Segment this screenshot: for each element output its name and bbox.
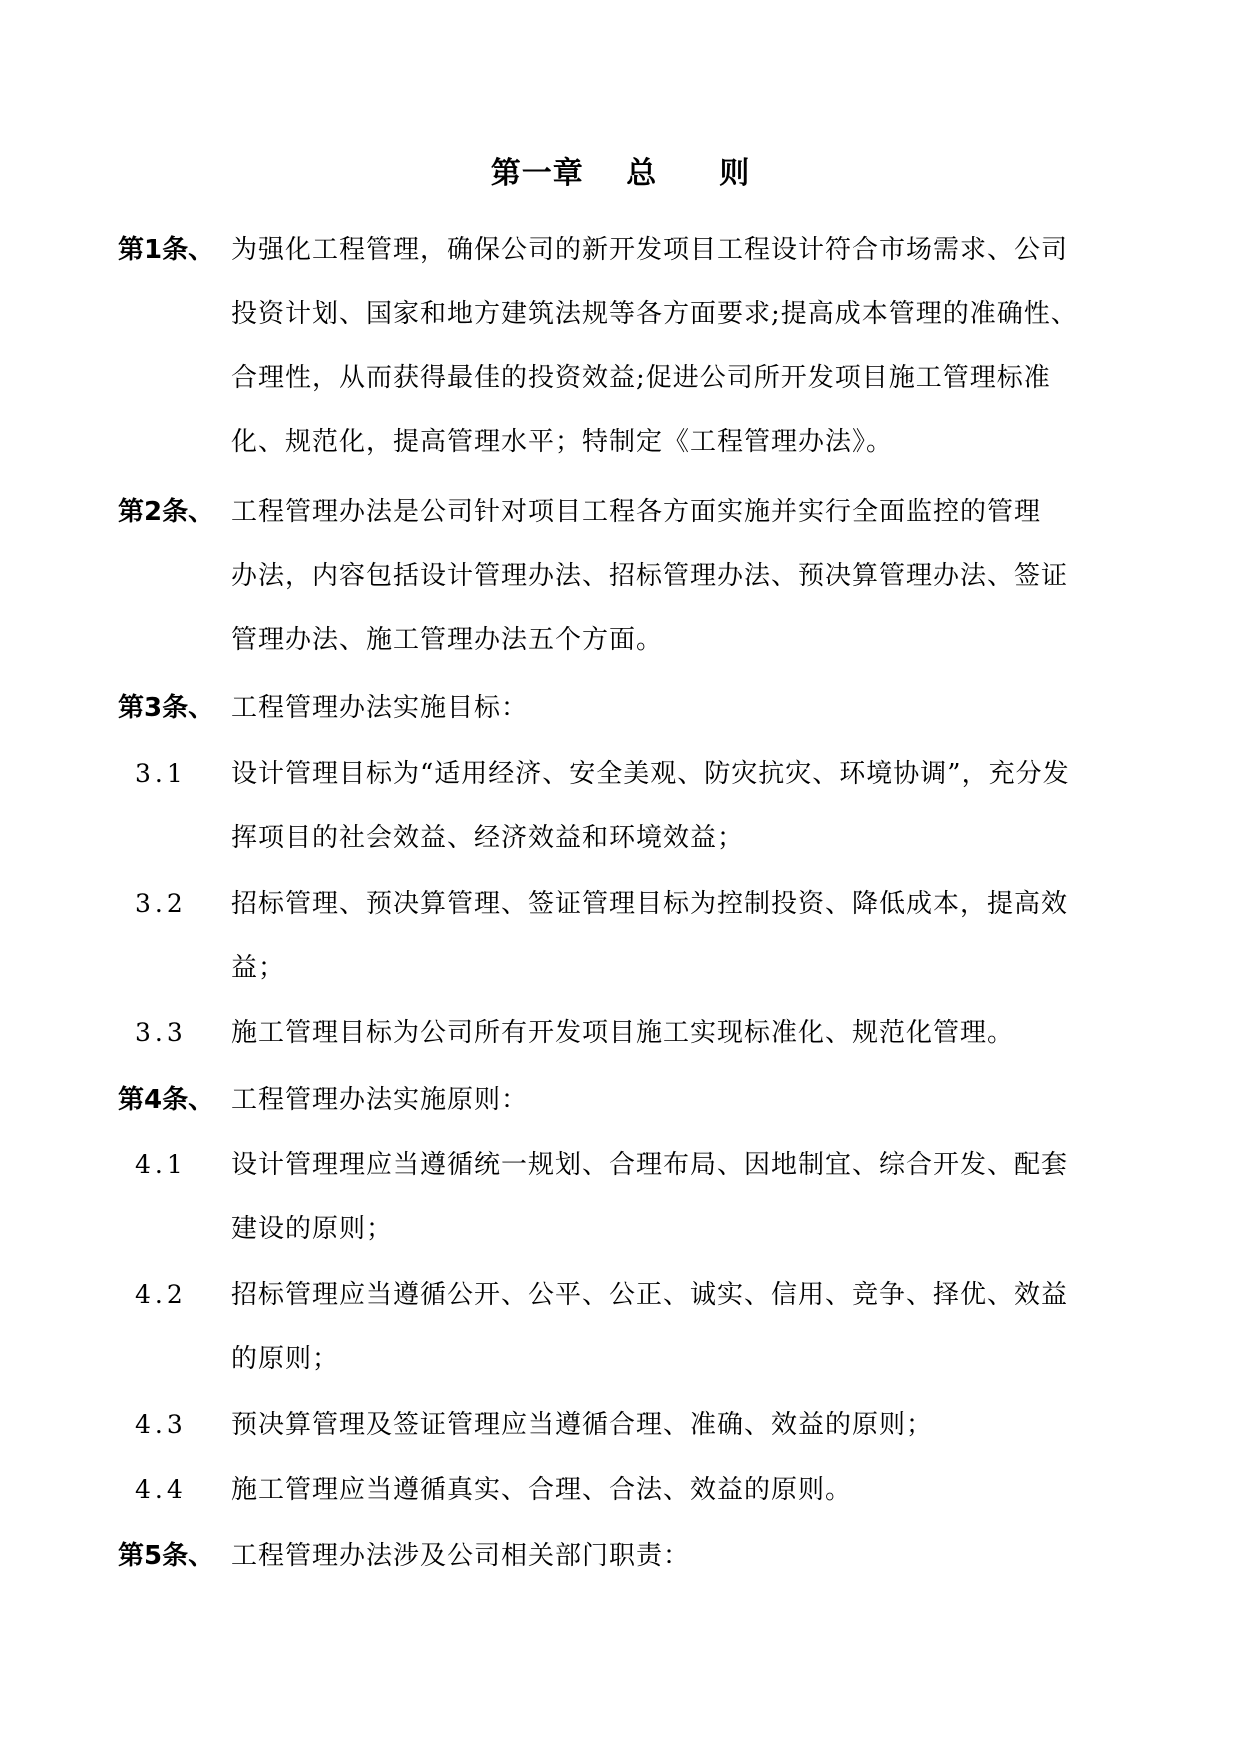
clause-text: [231, 1458, 1119, 1522]
clause-text: [231, 1393, 1119, 1457]
text-line: 工程管理办法涉及公司相关部门职责：: [231, 1541, 691, 1571]
text-line: 为强化工程管理，确保公司的新开发项目工程设计符合市场需求、公司: [231, 235, 1069, 265]
text-line: 设计管理理应当遵循统一规划、合理布局、因地制宜、综合开发、配套: [231, 1150, 1069, 1180]
text-line: 施工管理应当遵循真实、合理、合法、效益的原则。: [231, 1475, 853, 1505]
article-label: 第3条、: [118, 693, 215, 723]
text-line: 的原则；: [231, 1344, 340, 1374]
text-line: 工程管理办法实施原则：: [231, 1085, 529, 1115]
clause-text: [231, 1133, 1119, 1261]
clause-text: [231, 872, 1119, 1000]
text-line: 招标管理应当遵循公开、公平、公正、诚实、信用、竞争、择优、效益: [231, 1280, 1069, 1310]
text-line: 设计管理目标为“适用经济、安全美观、防灾抗灾、环境协调”，充分发: [231, 759, 1070, 789]
clause-number: 3.1: [135, 759, 187, 788]
clause-number: 3.3: [135, 1018, 187, 1047]
article-text: [231, 218, 1119, 474]
text-line: 工程管理办法是公司针对项目工程各方面实施并实行全面监控的管理: [231, 497, 1042, 527]
clause-number: 4.2: [135, 1280, 187, 1309]
article-label: 第5条、: [118, 1541, 215, 1571]
text-line: 预决算管理及签证管理应当遵循合理、准确、效益的原则；: [231, 1410, 934, 1440]
clause-text: [231, 1263, 1119, 1391]
article-text: [231, 480, 1119, 672]
clause-number: 4.1: [135, 1150, 187, 1179]
article-text: [231, 1068, 1119, 1132]
article-label: 第2条、: [118, 497, 215, 527]
text-line: 招标管理、预决算管理、签证管理目标为控制投资、降低成本，提高效: [231, 889, 1069, 919]
clause-number: 4.4: [135, 1475, 187, 1504]
text-line: 工程管理办法实施目标：: [231, 693, 529, 723]
text-line: 投资计划、国家和地方建筑法规等各方面要求;提高成本管理的准确性、: [231, 299, 1078, 329]
clause-text: [231, 1001, 1119, 1065]
text-line: 施工管理目标为公司所有开发项目施工实现标准化、规范化管理。: [231, 1018, 1015, 1048]
text-line: 合理性，从而获得最佳的投资效益;促进公司所开发项目施工管理标准: [231, 363, 1051, 393]
text-line: 管理办法、施工管理办法五个方面。: [231, 625, 664, 655]
article-label: 第4条、: [118, 1085, 215, 1115]
text-line: 化、规范化，提高管理水平；特制定《工程管理办法》。: [231, 427, 894, 457]
clause-text: [231, 742, 1119, 870]
clause-number: 4.3: [135, 1410, 187, 1439]
article-label: 第1条、: [118, 235, 215, 265]
clause-number: 3.2: [135, 889, 187, 918]
article-text: [231, 1524, 1119, 1588]
text-line: 办法，内容包括设计管理办法、招标管理办法、预决算管理办法、签证: [231, 561, 1069, 591]
text-line: 建设的原则；: [231, 1214, 394, 1244]
text-line: 益；: [231, 953, 286, 983]
text-line: 挥项目的社会效益、经济效益和环境效益；: [231, 823, 745, 853]
chapter-title: 第一章 总 则: [490, 156, 751, 191]
article-text: [231, 676, 1119, 740]
